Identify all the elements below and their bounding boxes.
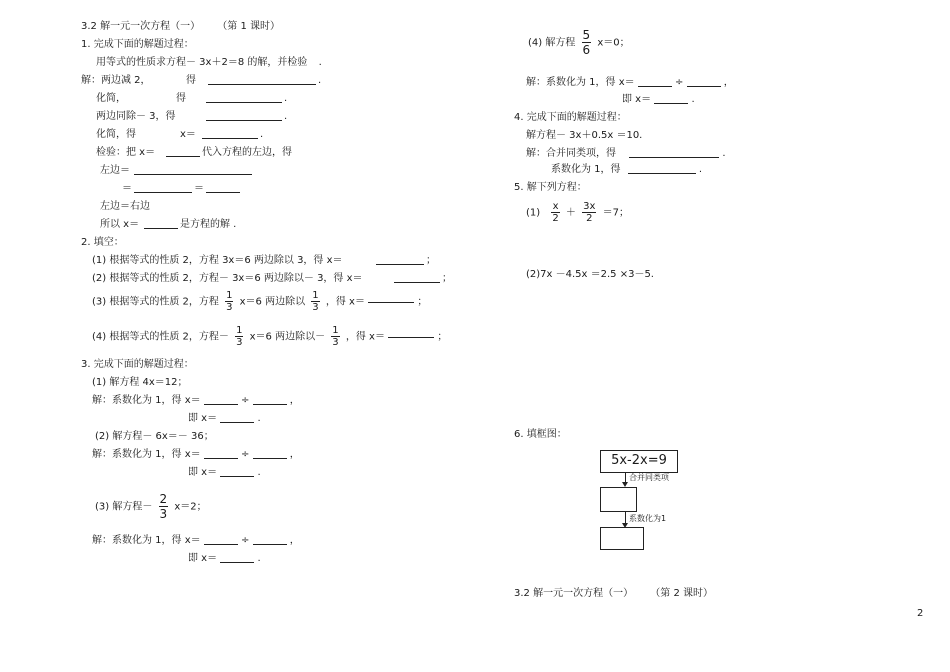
q1-heading: 1. 完成下面的解题过程： (81, 39, 194, 50)
q1-step2-blank[interactable] (206, 92, 282, 103)
q4-step1-text: 解：合并同类项，得 (526, 148, 616, 159)
q4-step2-dot: . (698, 164, 703, 175)
q1-step7-blank2[interactable] (206, 182, 240, 193)
q3-p3-sol-text: 解：系数化为 1，得 x＝ (92, 535, 201, 546)
q3-p2-ji (188, 466, 261, 479)
q1-step4-blank[interactable] (202, 128, 258, 139)
q3-p3-frac (159, 492, 169, 521)
q2-item4 (92, 325, 447, 349)
q2-item2-blank[interactable] (394, 272, 440, 283)
q1-step2-dot: . (284, 93, 288, 104)
q2-item4-frac-coef (235, 325, 243, 348)
q1-step7-eq1: ＝ (122, 183, 132, 194)
q1-step9 (100, 218, 237, 231)
q3-p3-text: (3) 解方程－ (95, 501, 153, 513)
section-title-lesson: （第 1 课时） (217, 21, 281, 32)
q1-step3-label: 两边同除－ 3，得 (96, 111, 176, 122)
q1-step9-blank[interactable] (144, 218, 178, 229)
q3-p4-comma: ， (723, 77, 734, 88)
q3-p2-blank2[interactable] (253, 448, 287, 459)
q1-step4-label: 化简，得 (96, 129, 136, 140)
q5-heading: 5. 解下列方程： (514, 182, 587, 193)
section-title (81, 20, 280, 33)
q3-p3-ji (188, 552, 261, 565)
q5-p2: (2)7x －4.5x ＝2.5 ×3－5. (526, 269, 654, 280)
flow-arrow-line-1 (625, 472, 626, 482)
page-number: 2 (917, 608, 924, 619)
frac-num: 1 (332, 325, 339, 336)
q1-intro-end: . (318, 57, 322, 68)
q1-step2-label: 化简， (96, 93, 126, 104)
q2-item1-semi: ； (426, 255, 436, 266)
q3-p2-ji-text: 即 x＝ (188, 467, 218, 478)
flow-box-end[interactable] (600, 527, 644, 550)
q3-p1-ji-text: 即 x＝ (188, 413, 218, 424)
q6-heading: 6. 填框图： (514, 429, 567, 440)
q3-heading: 3. 完成下面的解题过程： (81, 359, 194, 370)
q1-step5-rest: 代入方程的左边，得 (202, 147, 292, 158)
q1-step4 (96, 128, 264, 141)
q3-p4-ji (622, 93, 695, 106)
q3-p4-blank2[interactable] (687, 76, 721, 87)
q3-p4-sol (526, 76, 734, 89)
q2-item1-text: (1) 根据等式的性质 2，方程 3x＝6 两边除以 3，得 x＝ (92, 255, 343, 266)
q3-p2: (2) 解方程－ 6x＝－ 36； (95, 431, 214, 442)
q3-p1-div: ÷ (241, 395, 250, 406)
q1-step7-eq2: ＝ (194, 183, 204, 194)
q2-item4-semi: ； (437, 331, 448, 343)
footer-section-title (514, 587, 713, 600)
q1-step5-label: 检验：把 x＝ (96, 147, 156, 158)
q3-p1-sol (92, 394, 300, 407)
q1-step7 (122, 182, 204, 195)
q2-item3-frac-div (311, 290, 319, 313)
q2-heading: 2. 填空： (81, 237, 124, 248)
q2-item3-mid: x＝6 两边除以 (239, 296, 306, 308)
q1-step2-de: 得 (176, 93, 186, 104)
q5-p1-frac1 (551, 201, 559, 224)
section-title-main: 3.2 解一元一次方程（一） (81, 21, 201, 32)
frac-num: x (552, 201, 559, 212)
q1-step4-dot: . (260, 129, 264, 140)
q1-intro (96, 56, 322, 69)
q3-p2-dot: . (257, 467, 261, 478)
q1-step1-label: 解：两边减 2， (81, 75, 151, 86)
frac-den: 3 (226, 302, 233, 313)
q3-p1: (1) 解方程 4x＝12； (92, 377, 188, 388)
q1-step3-dot: . (284, 111, 288, 122)
q2-item4-text: (4) 根据等式的性质 2，方程－ (92, 331, 229, 343)
q3-p1-blank2[interactable] (253, 394, 287, 405)
q2-item4-mid: x＝6 两边除以－ (249, 331, 326, 343)
frac-den: 2 (552, 213, 559, 224)
q5-p1 (526, 201, 629, 226)
frac-den: 2 (586, 213, 593, 224)
q4-equation: 解方程－ 3x＋0.5x ＝10. (526, 130, 643, 141)
frac-den: 3 (236, 337, 243, 348)
flow-box-middle[interactable] (600, 487, 637, 512)
q1-step1-de: 得 (186, 75, 196, 86)
q1-step7-blank1[interactable] (134, 182, 192, 193)
q2-item4-blank[interactable] (388, 327, 434, 338)
q3-p3-sol (92, 534, 300, 547)
frac-den: 3 (332, 337, 339, 348)
q5-p1-plus: ＋ (565, 207, 576, 219)
q3-p1-blank3[interactable] (220, 412, 254, 423)
q5-p1-label: (1) (526, 207, 541, 219)
frac-num: 2 (159, 492, 168, 506)
q3-p3-div: ÷ (241, 535, 250, 546)
q5-p1-rest: ＝7； (602, 207, 629, 219)
frac-den: 6 (582, 43, 591, 57)
q3-p1-blank1[interactable] (204, 394, 238, 405)
q2-item3-blank[interactable] (368, 292, 414, 303)
q4-step2-blank[interactable] (628, 163, 696, 174)
q3-p2-div: ÷ (241, 449, 250, 460)
q2-item3-semi: ； (417, 296, 428, 308)
q4-step2-text: 系数化为 1，得 (551, 164, 621, 175)
q3-p4-frac (582, 28, 592, 57)
q1-step4-x: x＝ (180, 129, 196, 140)
q5-p1-frac2 (582, 201, 596, 224)
q3-p4-blank1[interactable] (638, 76, 672, 87)
q1-step6-blank[interactable] (134, 164, 252, 175)
q3-p4-dot: . (691, 94, 695, 105)
frac-num: 1 (236, 325, 243, 336)
frac-den: 3 (159, 507, 168, 521)
q2-item4-frac-div (331, 325, 339, 348)
q3-p4-sol-text: 解：系数化为 1，得 x＝ (526, 77, 635, 88)
q1-intro-text: 用等式的性质求方程－ 3x＋2＝8 的解，并检验 (96, 57, 308, 68)
q2-item2-text: (2) 根据等式的性质 2，方程－ 3x＝6 两边除以－ 3，得 x＝ (92, 273, 363, 284)
q1-step2 (96, 92, 288, 105)
flow-box-start-text: 5x-2x=9 (611, 453, 667, 468)
q1-step9-label: 所以 x＝ (100, 219, 140, 230)
q2-item3-text: (3) 根据等式的性质 2，方程 (92, 296, 219, 308)
q4-step1-dot: . (722, 148, 726, 159)
frac-num: 3x (583, 201, 596, 212)
q2-item2-semi: ； (442, 273, 452, 284)
q4-step1-blank[interactable] (629, 147, 719, 158)
q4-step1 (526, 147, 726, 160)
q3-p1-dot: . (257, 413, 261, 424)
q3-p3-ji-text: 即 x＝ (188, 553, 218, 564)
q3-p3-dot: . (257, 553, 261, 564)
footer-title-main: 3.2 解一元一次方程（一） (514, 588, 634, 599)
q3-p4-div: ÷ (675, 77, 684, 88)
q3-p2-blank1[interactable] (204, 448, 238, 459)
footer-title-lesson: （第 2 课时） (650, 588, 714, 599)
q3-p4-ji-text: 即 x＝ (622, 94, 652, 105)
flow-label-combine: 合并同类项 (629, 473, 669, 482)
q2-item1 (92, 254, 436, 267)
q3-p3-comma: ， (289, 535, 300, 546)
frac-num: 5 (582, 28, 591, 42)
q1-step5-blank[interactable] (166, 146, 200, 157)
q2-item4-end: ，得 x＝ (345, 331, 385, 343)
q3-p4-blank3[interactable] (654, 93, 688, 104)
q3-p1-sol-text: 解：系数化为 1，得 x＝ (92, 395, 201, 406)
frac-den: 3 (312, 302, 319, 313)
q3-p3-blank1[interactable] (204, 534, 238, 545)
q3-p4 (528, 28, 630, 57)
q1-step6 (100, 164, 130, 177)
q1-step6-label: 左边＝ (100, 165, 130, 176)
q1-step3-blank[interactable] (206, 110, 282, 121)
q4-heading: 4. 完成下面的解题过程： (514, 112, 627, 123)
q2-item1-blank[interactable] (376, 254, 424, 265)
q1-step1 (81, 74, 322, 87)
q1-step1-dot: . (318, 75, 322, 86)
q2-item2 (92, 272, 452, 285)
q3-p2-comma: ， (289, 449, 300, 460)
q1-step5 (96, 146, 292, 159)
q3-p4-rest: x＝0； (597, 37, 630, 49)
q1-step9-rest: 是方程的解 . (180, 219, 237, 230)
q3-p3-blank3[interactable] (220, 552, 254, 563)
q3-p1-comma: ， (289, 395, 300, 406)
q2-item3-frac-coef (225, 290, 233, 313)
q1-step3 (96, 110, 288, 123)
q3-p3 (95, 492, 207, 521)
q2-item3 (92, 290, 427, 314)
q3-p2-sol (92, 448, 300, 461)
q3-p2-sol-text: 解：系数化为 1，得 x＝ (92, 449, 201, 460)
q3-p3-rest: x＝2； (174, 501, 207, 513)
frac-num: 1 (312, 290, 319, 301)
q3-p2-blank3[interactable] (220, 466, 254, 477)
q3-p1-ji (188, 412, 261, 425)
q4-step2 (551, 163, 702, 176)
frac-num: 1 (226, 290, 233, 301)
q1-step8: 左边＝右边 (100, 201, 150, 212)
q3-p3-blank2[interactable] (253, 534, 287, 545)
q3-p4-text: (4) 解方程 (528, 37, 576, 49)
q2-item3-end: ，得 x＝ (325, 296, 365, 308)
q1-step1-blank[interactable] (208, 74, 316, 85)
flow-label-coefficient: 系数化为1 (629, 514, 667, 523)
